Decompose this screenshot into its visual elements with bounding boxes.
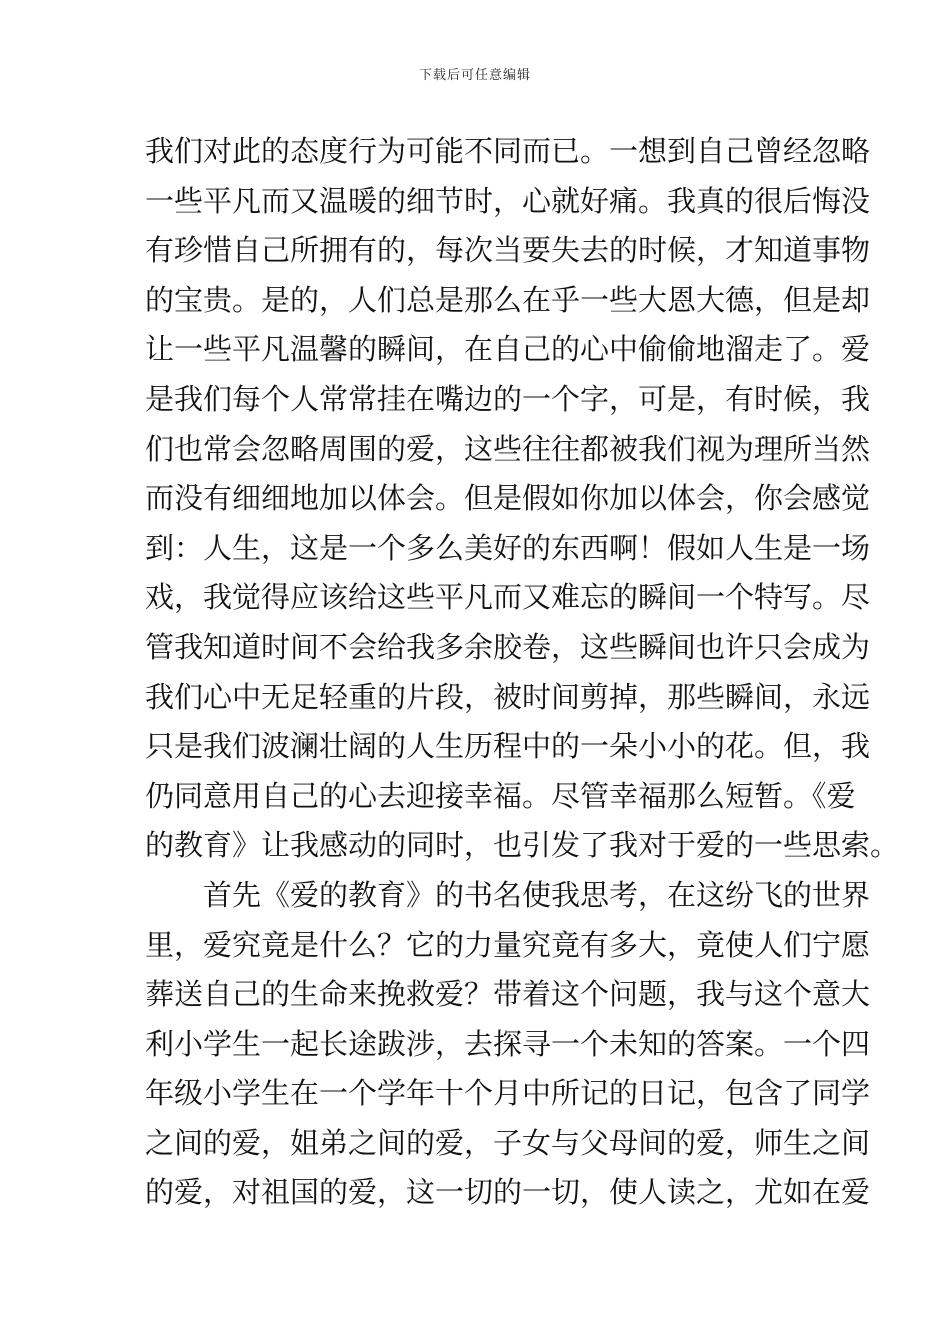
text-line: 葬送自己的生命来挽救爱？带着这个问题，我与这个意大: [145, 977, 871, 1012]
text-line: 一些平凡而又温暖的细节时，心就好痛。我真的很后悔没: [145, 183, 871, 218]
text-line: 利小学生一起长途跋涉，去探寻一个未知的答案。一个四: [145, 1026, 871, 1061]
text-line: 只是我们波澜壮阔的人生历程中的一朵小小的花。但，我: [145, 729, 871, 764]
text-line: 有珍惜自己所拥有的，每次当要失去的时候，才知道事物: [145, 233, 871, 268]
text-line: 里，爱究竟是什么？它的力量究竟有多大，竟使人们宁愿: [145, 927, 871, 962]
text-line: 之间的爱，姐弟之间的爱，子女与父母间的爱，师生之间: [145, 1125, 871, 1160]
text-line: 而没有细细地加以体会。但是假如你加以体会，你会感觉: [145, 481, 871, 516]
body-text: [145, 127, 900, 1218]
text-line: 的爱，对祖国的爱，这一切的一切，使人读之，尤如在爱: [145, 1175, 871, 1210]
text-line: 年级小学生在一个学年十个月中所记的日记，包含了同学: [145, 1076, 871, 1111]
text-line: 让一些平凡温馨的瞬间，在自己的心中偷偷地溜走了。爱: [145, 332, 871, 367]
text-line: 们也常会忽略周围的爱，这些往往都被我们视为理所当然: [145, 431, 871, 466]
paragraph-start-line: 首先《爱的教育》的书名使我思考，在这纷飞的世界: [145, 877, 871, 912]
text-line: 我们心中无足轻重的片段，被时间剪掉，那些瞬间，永远: [145, 679, 871, 714]
text-line: 的宝贵。是的，人们总是那么在乎一些大恩大德，但是却: [145, 282, 871, 317]
text-line: 管我知道时间不会给我多余胶卷，这些瞬间也许只会成为: [145, 629, 871, 664]
text-line: 仍同意用自己的心去迎接幸福。尽管幸福那么短暂。《爱: [145, 778, 856, 813]
text-line: 我们对此的态度行为可能不同而已。一想到自己曾经忽略: [145, 134, 871, 168]
text-line: 戏，我觉得应该给这些平凡而又难忘的瞬间一个特写。尽: [145, 580, 871, 615]
page-header: 下载后可任意编辑: [418, 68, 531, 83]
text-line: 是我们每个人常常挂在嘴边的一个字，可是，有时候，我: [145, 381, 871, 416]
paragraph-end-line: 的教育》让我感动的同时，也引发了我对于爱的一些思索。: [145, 828, 900, 863]
text-line: 到：人生，这是一个多么美好的东西啊！假如人生是一场: [145, 530, 871, 565]
